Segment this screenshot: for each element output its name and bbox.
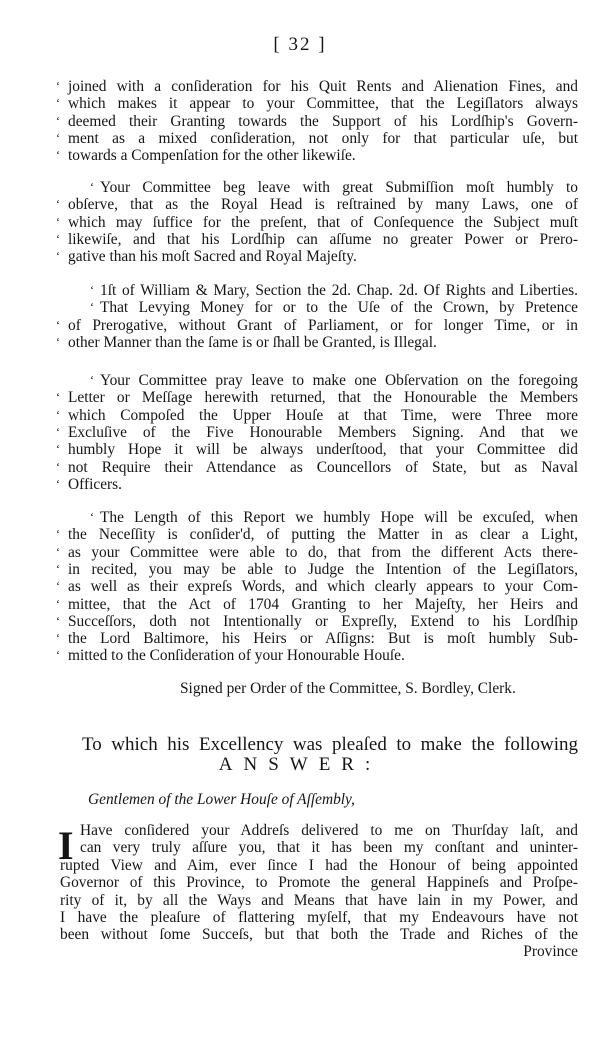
quote-mark: ‘ [90,373,94,387]
quote-mark: ‘ [56,317,60,332]
line-text: Officers. [68,475,122,493]
quote-mark: ‘ [90,283,94,297]
line-text: of Prerogative, without Grant of Parliament, or for longer Time, or in [68,316,578,334]
page-number: [ 32 ] [273,34,327,55]
line-text: as well as their expreſs Words, and which clearly appears to your Com- [68,578,578,596]
text-line [0,372,600,389]
quote-mark: ‘ [56,544,60,559]
text-line [0,317,600,334]
quote-mark: ‘ [90,300,94,315]
line-text: I have the pleaſure of flattering myſelf, that my Endeavours have not [60,909,578,926]
quote-mark: ‘ [56,130,60,145]
line-text: obſerve, that as the Royal Head is reſtrained by many Laws, one of [68,196,578,214]
text-line [0,179,600,196]
line-text: can very truly aſſure you, that it has been my conſtant and uninter- [80,839,578,857]
line-text: Letter or Meſſage herewith returned, that the Honourable the Members [68,389,578,407]
line-text: That Levying Money for or to the Uſe of the Crown, by Pretence [100,299,578,317]
line-text: the Lord Baltimore, his Heirs or Aſſigns: But is moſt humbly Sub- [68,630,578,648]
text-line [0,647,600,664]
drop-cap: I [58,823,74,868]
quote-mark: ‘ [90,180,94,194]
quote-mark: ‘ [56,527,60,542]
text-line [0,857,600,874]
line-text: mitted to the Conſideration of your Honourable Houſe. [68,647,405,665]
line-text: ment as a mixed conſideration, not only for that particular uſe, but [68,129,578,147]
line-text: joined with a conſideration for his Quit Rents and Alienation Fines, and [68,78,578,95]
line-text: Have conſidered your Addreſs delivered to me on Thurſday laſt, and [80,822,578,839]
quote-mark: ‘ [56,613,60,628]
quote-mark: ‘ [56,334,60,349]
quote-mark: ‘ [56,390,60,405]
text-line [0,509,600,526]
quote-mark: ‘ [56,648,60,663]
quote-mark: ‘ [56,631,60,646]
line-text: The Length of this Report we humbly Hope will be excuſed, when [100,509,578,526]
quote-mark: ‘ [56,96,60,111]
line-text: gative than his moſt Sacred and Royal Majeſty. [68,248,357,266]
text-line [0,874,600,891]
text-line [0,334,600,351]
text-line [0,526,600,543]
text-line [0,78,600,95]
line-text: other Manner than the ſame is or ſhall be Granted, is Illegal. [68,333,437,351]
text-line [0,596,600,613]
quote-mark: ‘ [56,113,60,128]
text-line [0,299,600,316]
quote-mark: ‘ [56,424,60,439]
line-text: which makes it appear to your Committee, that the Legiſlators always [68,95,578,113]
text-line [0,822,600,839]
line-text: 1ſt of William & Mary, Section the 2d. Chap. 2d. Of Rights and Liberties. [100,282,578,299]
line-text: deemed their Granting towards the Support of his Lordſhip's Govern- [68,112,578,130]
text-line [0,407,600,424]
catchword: Province [523,943,578,960]
text-line [0,630,600,647]
line-text: Your Committee beg leave with great Submiſſion moſt humbly to [100,179,578,196]
text-line [0,282,600,299]
text-line [0,147,600,164]
line-text: which may ſuffice for the preſent, that of Conſequence the Subject muſt [68,213,578,231]
text-line [0,113,600,130]
quote-mark: ‘ [56,442,60,457]
text-line [0,578,600,595]
line-text: rity of it, by all the Ways and Means that have lain in my Power, and [60,891,578,909]
line-text: mittee, that the Act of 1704 Granting to her Majeſty, her Heirs and [68,595,578,613]
text-line [0,214,600,231]
text-line [0,561,600,578]
quote-mark: ‘ [56,79,60,93]
line-text: Governor of this Province, to Promote the general Happineſs and Proſpe- [60,874,578,892]
text-line [0,424,600,441]
quote-mark: ‘ [56,579,60,594]
line-text: rupted View and Aim, ever ſince I had the Honour of being appointed [60,856,578,874]
answer-heading: ANSWER: [218,754,382,775]
text-line [0,892,600,909]
text-line [0,613,600,630]
signature-line: Signed per Order of the Committee, S. Bordley, Clerk. [180,680,516,697]
text-line [0,95,600,112]
salutation: Gentlemen of the Lower Houſe of Aſſembly, [88,791,355,808]
answer-intro: To which his Excellency was pleaſed to make the following [82,734,578,755]
quote-mark: ‘ [56,476,60,491]
quote-mark: ‘ [56,197,60,212]
text-line [0,459,600,476]
line-text: been without ſome Succeſs, but that both the Trade and Riches of the [60,926,578,944]
line-text: Excluſive of the Five Honourable Members Signing. And that we [68,423,578,441]
line-text: not Require their Attendance as Councellors of State, but as Naval [68,458,578,476]
text-line [0,196,600,213]
line-text: Succeſſors, doth not Intentionally or Expreſly, Extend to his Lordſhip [68,612,578,630]
line-text: humbly Hope it will be always underſtood, that your Committee did [68,441,578,459]
quote-mark: ‘ [56,249,60,264]
line-text: in recited, you may be able to Judge the Intention of the Legiſlators, [68,560,578,578]
text-line [0,926,600,943]
quote-mark: ‘ [56,214,60,229]
line-text: likewiſe, and that his Lordſhip can aſſume no greater Power or Prero- [68,230,578,248]
text-line [0,909,600,926]
text-line [0,130,600,147]
quote-mark: ‘ [90,510,94,524]
text-line [0,389,600,406]
text-line [0,544,600,561]
quote-mark: ‘ [56,596,60,611]
line-text: which Compoſed the Upper Houſe at that Time, were Three more [68,406,578,424]
text-line [0,476,600,493]
line-text: Your Committee pray leave to make one Obſervation on the foregoing [100,372,578,389]
line-text: as your Committee were able to do, that from the different Acts there- [68,543,578,561]
quote-mark: ‘ [56,459,60,474]
quote-mark: ‘ [56,148,60,163]
text-line [0,231,600,248]
quote-mark: ‘ [56,407,60,422]
text-line [0,839,600,856]
quote-mark: ‘ [56,561,60,576]
text-line [0,441,600,458]
text-line [0,248,600,265]
quote-mark: ‘ [56,231,60,246]
line-text: towards a Compenſation for the other likewiſe. [68,147,356,165]
line-text: the Neceſſity is conſider'd, of putting the Matter in as clear a Light, [68,526,578,544]
